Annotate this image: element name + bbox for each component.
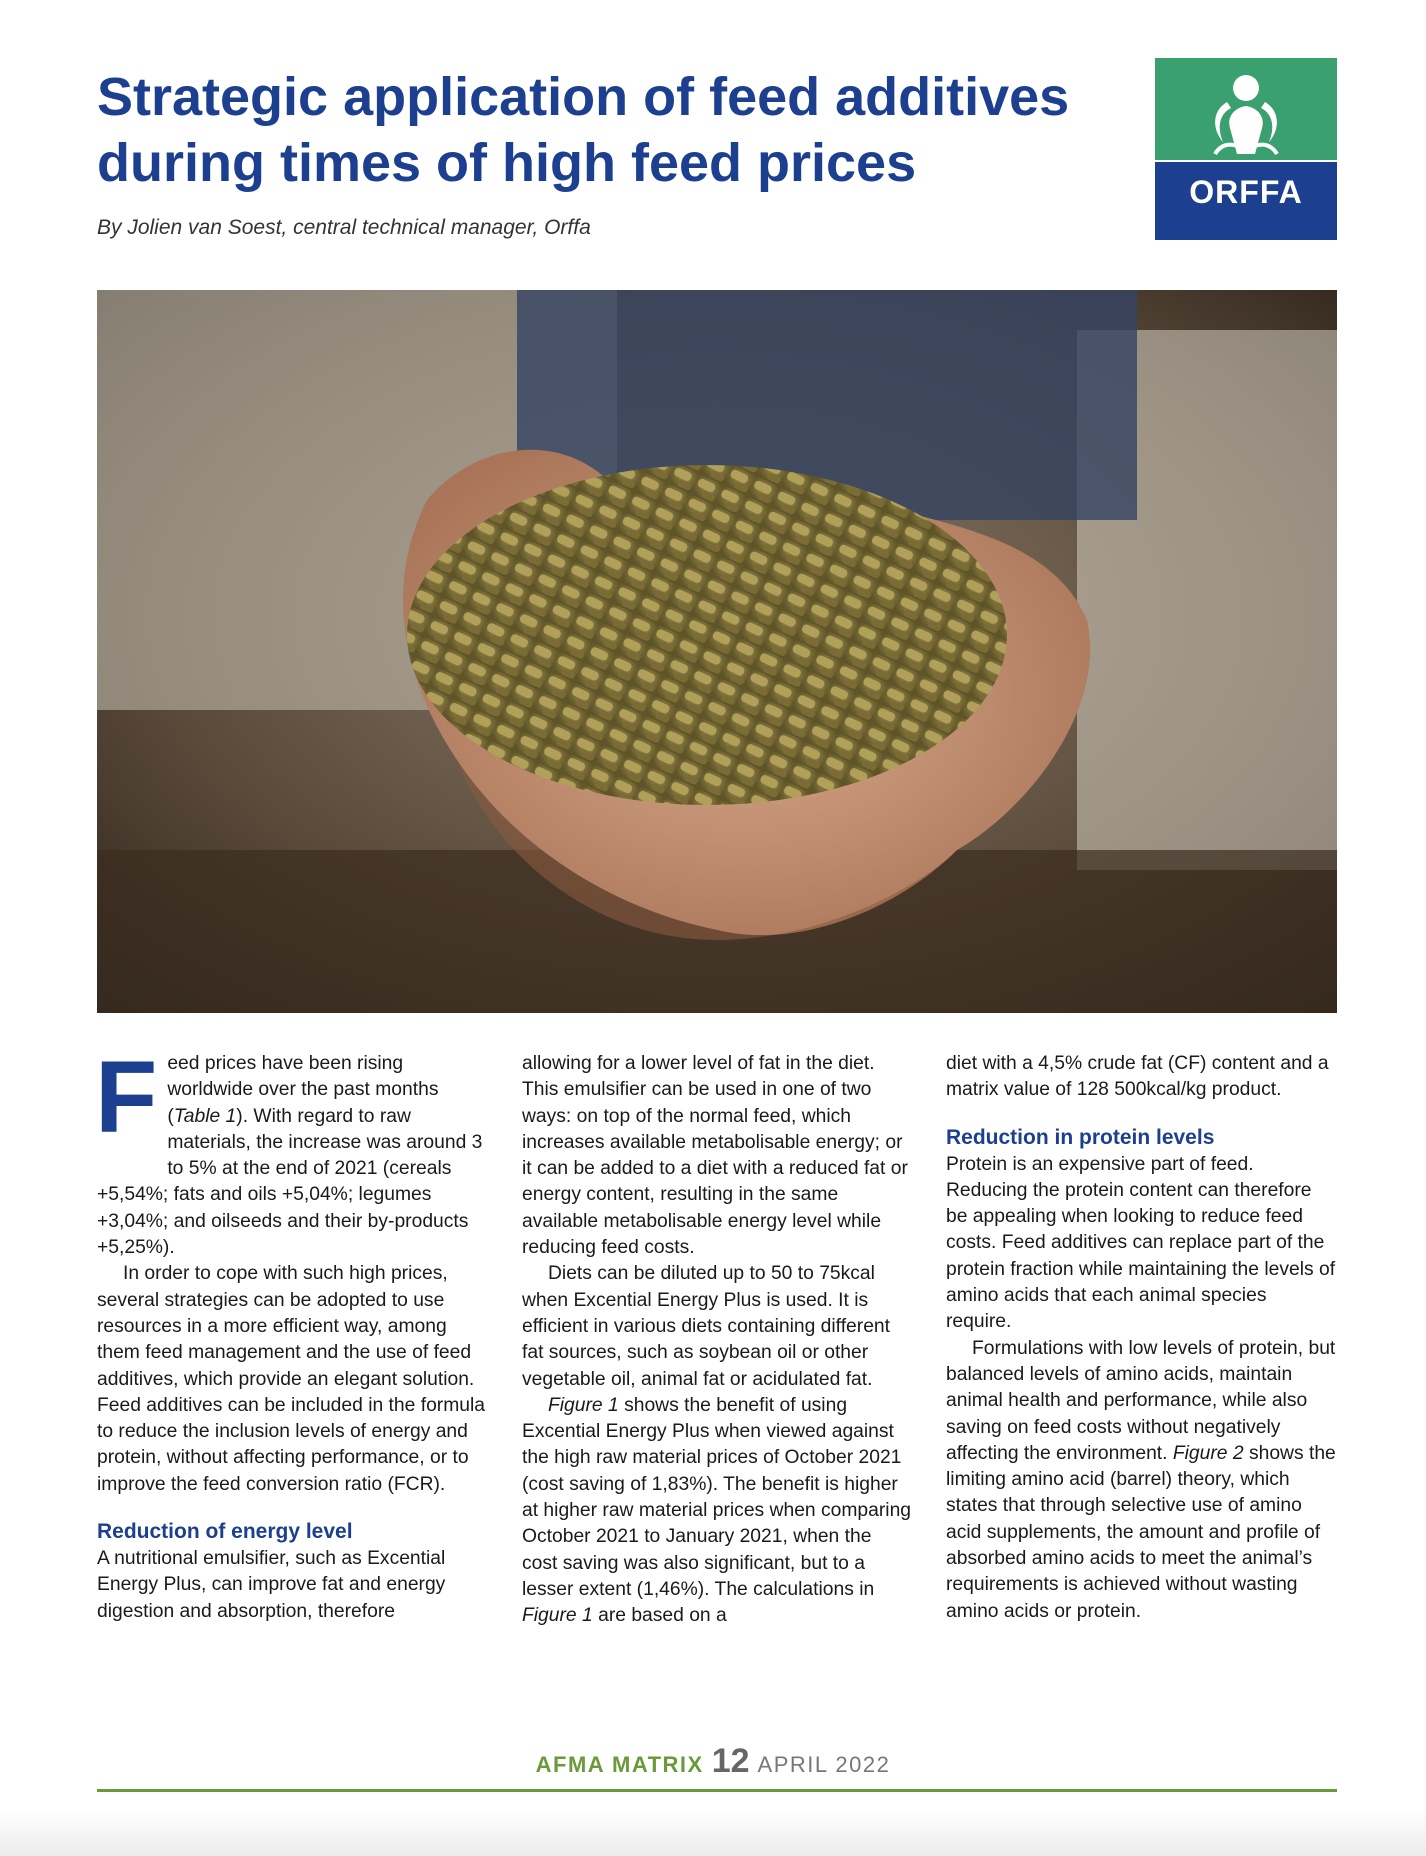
paragraph-protein: Protein is an expensive part of feed. Reducing the protein content can therefore be appealing when looking to reduce feed costs. Feed additives can replace part of the protein fraction while maintaining the levels of amino acids that each animal species require. [946, 1153, 1336, 1333]
article-column-2 [522, 1051, 912, 1630]
article-column-3 [946, 1051, 1336, 1625]
paragraph-formulations [946, 1336, 1336, 1625]
plant-figure-icon [1155, 58, 1337, 162]
table-reference: Table 1 [173, 1105, 237, 1127]
hands-holding-feed-pellets-image [97, 290, 1337, 1013]
subheading-protein: Reduction in protein levels [946, 1125, 1215, 1149]
formulations-text-a: Formulations with low levels of protein, but balanced levels of amino acids, maintain animal health and performance, while also saving on feed costs without negatively affecting the environment. [946, 1337, 1336, 1464]
page-number: 12 [711, 1742, 750, 1780]
paragraph-diets-diluted: Diets can be diluted up to 50 to 75kcal when Excential Energy Plus is used. It is efficient in various diets containing different fat sources, such as soybean oil or other vegetable oil, animal fat or acidulated fat. [522, 1263, 891, 1390]
formulations-text-b: shows the limiting amino acid (barrel) theory, which states that through selective use of amino acid supplements, the amount and profile of absorbed amino acids to meet the animal’s requirements is achieved without wasting amino acids or protein. [946, 1442, 1336, 1622]
page-footer [0, 1742, 1426, 1781]
feature-photo [97, 290, 1337, 1013]
paragraph-crude-fat: diet with a 4,5% crude fat (CF) content and a matrix value of 128 500kcal/kg product. [946, 1053, 1329, 1101]
magazine-name: AFMA MATRIX [535, 1752, 704, 1777]
intro-paragraph [95, 1040, 487, 1261]
paragraph-strategies: In order to cope with such high prices, several strategies can be adopted to use resources in a more efficient way, among them feed management and the use of feed additives, which provide an elegant solution. Feed additives can be included in the formula to reduce the inclusion levels of energy and protein, without affecting performance, or to improve the feed conversion ratio (FCR). [97, 1263, 486, 1495]
article-title: Strategic application of feed additives during times of high feed prices [97, 67, 1070, 193]
orffa-logo [1155, 58, 1337, 240]
subheading-energy: Reduction of energy level [97, 1520, 353, 1544]
intro-text-a: eed prices have been rising worldwide over the past months ( [167, 1053, 439, 1127]
paragraph-emulsifier: A nutritional emulsifier, such as Excential Energy Plus, can improve fat and energy digestion and absorption, therefore [97, 1548, 446, 1622]
figure-2-reference: Figure 2 [1172, 1442, 1244, 1464]
byline: By Jolien van Soest, central technical manager, Orffa [97, 216, 591, 239]
article-column-1 [95, 1040, 487, 1625]
intro-text-b: ). With regard to raw materials, the increase was around 3 to 5% at the end of 2021 (cereals +5,54%; fats and oils +5,04%; legumes +3,04%; and oilseeds and their by-products +5,25%). [97, 1105, 483, 1259]
drop-cap: F [95, 1040, 158, 1154]
paragraph-fat-level: allowing for a lower level of fat in the diet. This emulsifier can be used in one of two ways: on top of the normal feed, which increases available metabolisable energy; or it can be added to a diet with a reduced fat or energy content, resulting in the same available metabolisable energy level while reducing feed costs. [522, 1053, 908, 1259]
figure-1-text-a: shows the benefit of using Excential Energy Plus when viewed against the high raw material prices of October 2021 (cost saving of 1,83%). The benefit is higher at higher raw material prices when comparing October 2021 to January 2021, when the cost saving was also significant, but to a lesser extent (1,46%). The calculations in [522, 1394, 912, 1600]
page-bottom-shadow [0, 1810, 1426, 1856]
figure-1-reference-2: Figure 1 [522, 1605, 593, 1627]
figure-1-reference: Figure 1 [548, 1394, 619, 1416]
figure-1-text-b: are based on a [592, 1605, 727, 1627]
paragraph-figure-1 [522, 1393, 912, 1630]
issue-date: APRIL 2022 [757, 1752, 891, 1777]
logo-wordmark: ORFFA [1189, 174, 1303, 210]
footer-rule [97, 1789, 1337, 1792]
